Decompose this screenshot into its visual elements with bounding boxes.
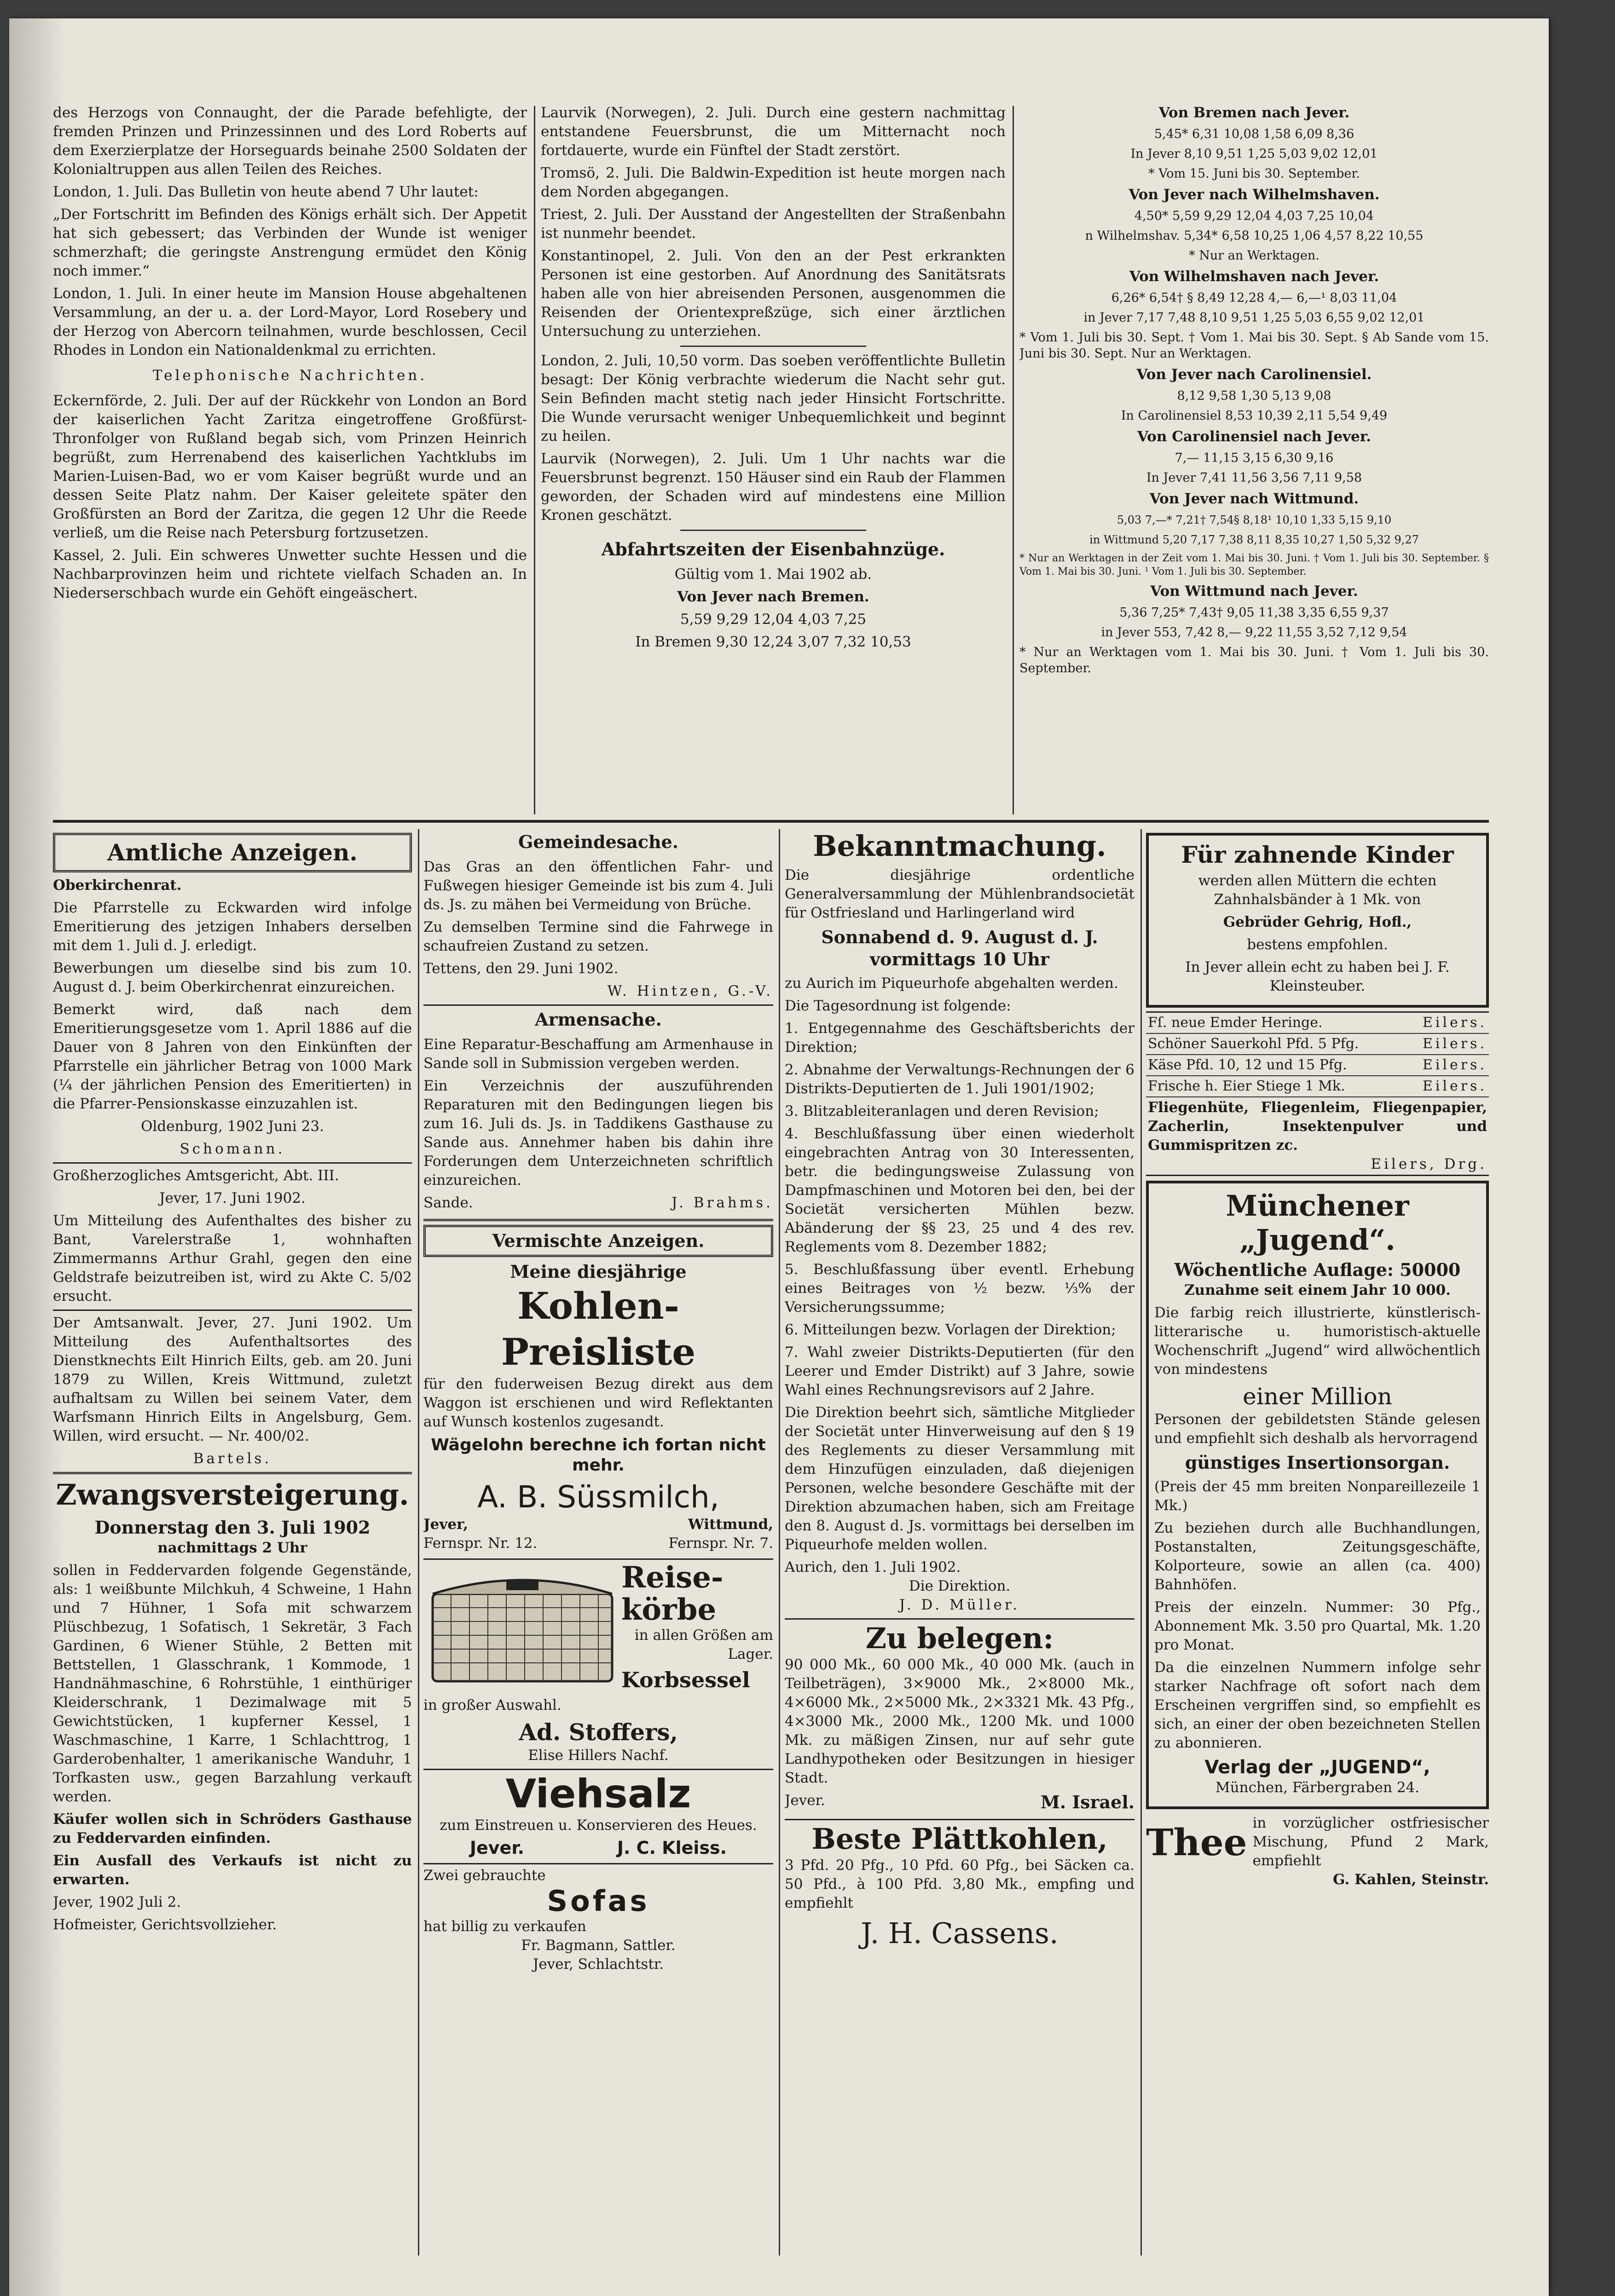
- ad-subfirm: Elise Hillers Nachf.: [528, 1747, 669, 1764]
- notice-text: Bewerbungen um dieselbe sind bis zum 10. August d. J. beim Oberkirchenrat einzureichen.: [53, 960, 412, 995]
- top-left-column: [53, 104, 527, 812]
- timetable-row: in Jever 7,17 7,48 8,10 9,51 1,25 5,03 6,55 9,02 12,01: [1083, 311, 1425, 325]
- ad-firm: Eilers.: [1422, 1036, 1487, 1052]
- ad-headline: Thee: [1146, 1820, 1247, 1864]
- column-divider: [418, 829, 419, 2256]
- ad-headline: Münchener „Jugend“.: [1226, 1189, 1409, 1257]
- ad-firm: M. Israel.: [1040, 1792, 1135, 1812]
- ad-text: 90 000 Mk., 60 000 Mk., 40 000 Mk. (auch in Teilbeträgen), 3×9000 Mk., 2×8000 Mk., 4×6000 Mk., 2×5000 Mk., 2×3321 Mk. 43 Pfg., 4×3000 Mk., 2000 Mk., 1200 Mk. und 1000 Mk. zu mäßigen Zinsen, nur auf sehr gute Landhypotheken oder Besitzungen in hiesiger Stadt.: [785, 1656, 1135, 1786]
- notice-text: Der Amtsanwalt. Jever, 27. Juni 1902. Um Mitteilung des Aufenthaltsortes des Dienstknechts Eilt Hinrich Eilts, geb. am 20. Juni 1879 zu Willen, Kreis Wittmund, zuletzt aufhaltsam zu Willen bei seinem Vater, dem Warfsmann Hinrich Eilts in Angelsburg, Gem. Willen, wird ersucht. — Nr. 400/02.: [53, 1315, 412, 1444]
- agenda-item: 6. Mitteilungen bezw. Vorlagen der Direktion;: [785, 1321, 1116, 1338]
- ad-text: für den fuderweisen Bezug direkt aus dem Waggon ist erschienen und wird Reflektanten auf Wunsch kostenlos zugesandt.: [423, 1376, 773, 1430]
- ad-city: Jever.: [785, 1792, 825, 1809]
- short-rule: [680, 346, 866, 347]
- ad-firm: J. C. Kleiss.: [617, 1838, 727, 1858]
- divider: [423, 1769, 773, 1770]
- agenda-item: 1. Entgegennahme des Geschäftsberichts der Direktion;: [785, 1020, 1135, 1056]
- notice-heading: Großherzogliches Amtsgericht, Abt. III.: [53, 1167, 339, 1184]
- ad-firm: Fr. Bagmann, Sattler.: [521, 1937, 676, 1954]
- eilers-ad-row: [1146, 1013, 1489, 1034]
- ad-text: hat billig zu verkaufen: [423, 1918, 586, 1935]
- agenda-item: 3. Blitzableiteranlagen und deren Revision;: [785, 1103, 1099, 1119]
- timetable-row: 7,— 11,15 3,15 6,30 9,16: [1175, 451, 1334, 465]
- auction-date-line: Jever, 1902 Juli 2.: [53, 1894, 181, 1910]
- divider: [423, 1004, 773, 1006]
- auction-note: Ein Ausfall des Verkaufs ist nicht zu erwarten.: [53, 1852, 412, 1888]
- notice-date: Tettens, den 29. Juni 1902.: [423, 960, 619, 977]
- eilers-ad-row: [1146, 1055, 1489, 1076]
- timetable-row: 5,59 9,29 12,04 4,03 7,25: [680, 611, 867, 628]
- ad-item: Fſ. neue Emder Heringe.: [1148, 1015, 1323, 1031]
- basket-icon: [423, 1562, 621, 1690]
- timetable-row: in Jever 553, 7,42 8,— 9,22 11,55 3,52 7,12 9,54: [1101, 625, 1407, 640]
- ad-text: (Preis der 45 mm breiten Nonpareillezeile 1 Mk.): [1154, 1478, 1481, 1514]
- news-paragraph: London, 1. Juli. Das Bulletin von heute abend 7 Uhr lautet:: [53, 184, 479, 200]
- short-rule: [680, 530, 866, 531]
- ad-column-1: [53, 829, 412, 2265]
- ad-firm: Ad. Stoffers,: [519, 1719, 678, 1746]
- route-heading: Von Jever nach Carolinensiel.: [1136, 366, 1372, 383]
- route-heading: Von Wittmund nach Jever.: [1150, 583, 1358, 600]
- timetable-row: 4,50* 5,59 9,29 12,04 4,03 7,25 10,04: [1134, 209, 1374, 223]
- agenda-item: 7. Wahl zweier Distrikts-Deputierten (für den Leerer und Emder Distrikt) auf 3 Jahre, sowie Wahl eines Rechnungsrevisors auf 2 Jahre.: [785, 1344, 1135, 1398]
- notice-text: Die diesjährige ordentliche Generalversammlung der Mühlenbrandsocietät für Ostfriesland und Harlingerland wird: [785, 867, 1135, 921]
- route-heading: Von Jever nach Wittmund.: [1149, 490, 1359, 507]
- section-heading: Telephonische Nachrichten.: [152, 367, 428, 384]
- ad-headline: körbe: [621, 1592, 717, 1627]
- auction-time: nachmittags 2 Uhr: [157, 1540, 307, 1556]
- divider: [423, 1558, 773, 1560]
- vermischte-header-box: [423, 1225, 773, 1257]
- timetable-row: 5,03 7,—* 7,21† 7,54§ 8,18¹ 10,10 1,33 5,15 9,10: [1117, 513, 1392, 526]
- ad-text: bestens empfohlen.: [1247, 936, 1388, 953]
- ad-item: Schöner Sauerkohl Pfd. 5 Pfg.: [1148, 1036, 1359, 1052]
- ad-firm: Eilers, Drg.: [1371, 1156, 1487, 1172]
- news-paragraph: des Herzogs von Connaught, der die Parade befehligte, der fremden Prinzen und Prinzessinnen und des Lord Roberts auf dem Exerzierplatze der Horseguards beinahe 2500 Soldaten der Kolonialtruppen aus allen Teilen des Reiches.: [53, 104, 527, 178]
- ad-headline: Reise-: [621, 1560, 724, 1595]
- timetable-row: In Jever 7,41 11,56 3,56 7,11 9,58: [1146, 471, 1362, 485]
- amtliche-header-box: [53, 833, 412, 872]
- ad-emphasis: günstiges Insertionsorgan.: [1185, 1452, 1450, 1473]
- ad-text: Die farbig reich illustrierte, künstlerisch-litterarische u. humoristisch-aktuelle Wochenschrift „Jugend“ wird allwöchentlich von mindestens: [1154, 1304, 1481, 1378]
- auction-date: Donnerstag den 3. Juli 1902: [94, 1517, 370, 1538]
- notice-signature: J. D. Müller.: [899, 1597, 1020, 1613]
- ad-column-4: [1146, 829, 1489, 2265]
- section-title: Armensache.: [535, 1009, 662, 1030]
- ad-signature: [423, 1839, 773, 1861]
- ad-signature: [785, 1791, 1135, 1817]
- ad-text: Da die einzelnen Nummern infolge sehr starker Nachfrage oft sofort nach dem Erscheinen vergriffen sind, so empfiehlt es sich, an einer der oben bezeichneten Stellen zu abonnieren.: [1154, 1659, 1481, 1751]
- timetable-row: n Wilhelmshav. 5,34* 6,58 10,25 1,06 4,57 8,22 10,55: [1085, 229, 1424, 243]
- notice-date: Oldenburg, 1902 Juni 23.: [141, 1118, 324, 1135]
- auction-note: Käufer wollen sich in Schröders Gasthause zu Feddervarden einfinden.: [53, 1811, 412, 1846]
- notice-signature: Bartels.: [193, 1450, 272, 1467]
- notice-text: Die Tagesordnung ist folgende:: [785, 998, 1011, 1014]
- notice-text: Zu demselben Termine sind die Fahrwege in schaufreien Zustand zu setzen.: [423, 919, 773, 954]
- timetable-row: 5,45* 6,31 10,08 1,58 6,09 8,36: [1154, 127, 1355, 141]
- ad-text: in großer Auswahl.: [423, 1697, 561, 1713]
- section-title: Vermischte Anzeigen.: [492, 1230, 705, 1251]
- ad-text: zum Einstreuen u. Konservieren des Heues.: [440, 1817, 757, 1834]
- notice-org: Die Direktion.: [909, 1578, 1011, 1594]
- column-divider: [779, 829, 780, 2256]
- divider: [785, 1819, 1135, 1820]
- ad-text: 3 Pfd. 20 Pfg., 10 Pfd. 60 Pfg., bei Säcken ca. 50 Pfd., à 100 Pfd. 3,80 Mk., empfing und empfiehlt: [785, 1857, 1135, 1911]
- agenda-item: 2. Abnahme der Verwaltungs-Rechnungen der 6 Distrikts-Deputierten de 1. Juli 1901/1902;: [785, 1061, 1135, 1097]
- timetable-row: In Bremen 9,30 12,24 3,07 7,32 10,53: [635, 634, 911, 650]
- news-paragraph: Eckernförde, 2. Juli. Der auf der Rückkehr von London an Bord der kaiserlichen Yacht Zaritza eingetroffene Großfürst-Thronfolger von Rußland begab sich, vom Prinzen Heinrich begrüßt, zum Herrenabend des kaiserlichen Yachtklubs im Marien-Luisen-Bad, wo er vom Kaiser begrüßt wurde und an dessen Seite Platz nahm. Der Kaiser geleitete später den Großfürsten an Bord der Zaritza, die gegen 12 Uhr die Reede verließ, um die Reise nach Petersburg fortzusetzen.: [53, 392, 527, 541]
- ad-headline: Sofas: [547, 1884, 650, 1918]
- ad-text: In Jever allein echt zu haben bei J. F. Kleinsteuber.: [1185, 959, 1450, 994]
- auction-title: Zwangsversteigerung.: [56, 1478, 409, 1511]
- timetable-row: 6,26* 6,54† § 8,49 12,28 4,— 6,—¹ 8,03 11,04: [1111, 291, 1397, 305]
- ad-text: in vorzüglicher ostfriesischer Mischung, Pfund 2 Mark, empfiehlt: [1252, 1815, 1489, 1869]
- ad-column-2: [423, 829, 773, 2265]
- timetable-row: In Carolinensiel 8,53 10,39 2,11 5,54 9,49: [1121, 409, 1388, 423]
- agenda-item: 5. Beschlußfassung über eventl. Erhebung eines Beitrages von ½ bezw. ⅓% der Versicherungssumme;: [785, 1261, 1135, 1315]
- news-paragraph: Triest, 2. Juli. Der Ausstand der Angestellten der Straßenbahn ist nunmehr beendet.: [541, 206, 1006, 242]
- notice-text: Die Pfarrstelle zu Eckwarden wird infolge Emeritierung des jetzigen Inhabers derselben mit dem 1. Juli d. J. erledigt.: [53, 900, 412, 954]
- ad-headline: Korbsessel: [621, 1667, 750, 1692]
- divider: [53, 1472, 412, 1474]
- signature-line: [423, 1194, 773, 1216]
- basket-ad: [423, 1562, 773, 1696]
- timetable-note: * Nur an Werktagen vom 1. Mai bis 30. Juni. † Vom 1. Juli bis 30. September.: [1019, 645, 1489, 675]
- notice-text: zu Aurich im Piqueurhofe abgehalten werden.: [785, 975, 1118, 992]
- notice-date: Aurich, den 1. Juli 1902.: [785, 1559, 961, 1575]
- notice-text: Eine Reparatur-Beschaffung am Armenhause in Sande soll in Submission vergeben werden.: [423, 1036, 773, 1072]
- ad-item: Käse Pfd. 10, 12 und 15 Pfg.: [1148, 1057, 1347, 1073]
- auction-signature: Hofmeister, Gerichtsvollzieher.: [53, 1916, 277, 1933]
- notice-place: Sande.: [423, 1194, 473, 1211]
- ad-text: werden allen Müttern die echten Zahnhalsbänder à 1 Mk. von: [1198, 872, 1437, 908]
- ad-headline: Beste Plättkohlen,: [811, 1822, 1108, 1856]
- eilers-ad-row: [1146, 1097, 1489, 1176]
- timetable-title: Abfahrtszeiten der Eisenbahnzüge.: [601, 539, 945, 560]
- ad-item: Fliegenhüte, Fliegenleim, Fliegenpapier, Zacherlin, Insektenpulver und Gummispritzen zc.: [1148, 1099, 1487, 1154]
- timetable-row: In Jever 8,10 9,51 1,25 5,03 9,02 12,01: [1130, 147, 1378, 161]
- notice-signature: Schomann.: [179, 1141, 285, 1157]
- divider: [53, 1162, 412, 1164]
- column-divider: [1140, 829, 1142, 2256]
- route-heading: Von Jever nach Bremen.: [677, 588, 869, 605]
- divider: [423, 1219, 773, 1221]
- ad-locations: [423, 1515, 773, 1557]
- timetable-note: * Nur an Werktagen.: [1189, 248, 1320, 263]
- ad-firm: Gebrüder Gehrig, Hofl.,: [1223, 914, 1412, 930]
- ad-column-3: [785, 829, 1135, 2265]
- ad-phone: Fernspr. Nr. 12.: [423, 1535, 538, 1552]
- notice-text: Bemerkt wird, daß nach dem Emeritierungsgesetze vom 1. April 1886 auf die Dauer von 8 Jahren von den Einkünften der Pfarrstelle ein jährlicher Betrag von 1000 Mark (¼ der jährlichen Pension des Emeritierten) in die Pfarrer-Pensionskasse einzuzahlen ist.: [53, 1001, 412, 1112]
- notice-text: Um Mitteilung des Aufenthaltes des bisher zu Bant, Varelerstraße 1, wohnhaften Zimmermanns Arthur Grahl, gegen den eine Geldstrafe beizutreiben ist, wird zu Akte C. 5/02 ersucht.: [53, 1212, 412, 1304]
- ad-line: Meine diesjährige: [510, 1261, 687, 1282]
- ad-firm: Verlag der „JUGEND“,: [1204, 1757, 1430, 1778]
- route-heading: Von Wilhelmshaven nach Jever.: [1129, 268, 1379, 285]
- ad-emphasis: Wägelohn berechne ich fortan nicht mehr.: [431, 1436, 766, 1475]
- top-middle-column: [541, 104, 1006, 812]
- notice-signature: J. Brahms.: [671, 1194, 773, 1211]
- ad-city: Jever,: [423, 1516, 468, 1533]
- timetable-valid: Gültig vom 1. Mai 1902 ab.: [674, 566, 872, 583]
- ad-emphasis: Zunahme seit einem Jahr 10 000.: [1184, 1282, 1451, 1298]
- section-title: Amtliche Anzeigen.: [107, 839, 358, 866]
- route-heading: Von Carolinensiel nach Jever.: [1137, 428, 1372, 445]
- ad-text: Zwei gebrauchte: [423, 1867, 546, 1884]
- notice-text: Die Direktion beehrt sich, sämtliche Mitglieder der Societät unter Hinverweisung auf den § 19 des Reglements zu dieser Versammlung mit dem Hinzufügen einzuladen, daß diejenigen Personen, welche besondere Geschäfte mit der Direktion abzumachen haben, sich am Freitage den 8. August d. Js. vormittags bei derselben im Piqueurhofe melden wollen.: [785, 1404, 1135, 1553]
- ad-firm: A. B. Süssmilch,: [477, 1479, 719, 1515]
- divider: [423, 1863, 773, 1864]
- notice-text: Ein Verzeichnis der auszuführenden Reparaturen mit den Bedingungen liegen bis zum 16. Juli ds. Js. in Taddikens Gasthause zu Sande aus. Annehmer haben bis dahin ihre Forderungen dem Unterzeichneten schriftlich einzureichen.: [423, 1078, 773, 1188]
- ad-firm: J. H. Cassens.: [861, 1916, 1059, 1950]
- timetable-column: [1019, 104, 1489, 812]
- ad-headline: Kohlen-Preisliste: [501, 1284, 696, 1373]
- meeting-time: vormittags 10 Uhr: [870, 949, 1049, 969]
- news-paragraph: Laurvik (Norwegen), 2. Juli. Durch eine gestern nachmittag entstandene Feuersbrunst, die um Mitternacht noch fortdauerte, wurde ein Fünftel der Stadt zerstört.: [541, 104, 1006, 159]
- timetable-row: 5,36 7,25* 7,43† 9,05 11,38 3,35 6,55 9,37: [1119, 606, 1389, 620]
- newspaper-page: [9, 18, 1549, 2296]
- ad-firm: G. Kahlen, Steinstr.: [1333, 1871, 1489, 1888]
- ad-emphasis: einer Million: [1243, 1383, 1392, 1410]
- ad-headline: Viehsalz: [505, 1771, 691, 1817]
- eilers-ad-row: [1146, 1076, 1489, 1097]
- meeting-date: Sonnabend d. 9. August d. J.: [821, 927, 1098, 947]
- ad-phone: Fernspr. Nr. 7.: [668, 1535, 773, 1552]
- timetable-row: in Wittmund 5,20 7,17 7,38 8,11 8,35 10,27 1,50 5,32 9,27: [1089, 533, 1419, 546]
- route-heading: Von Jever nach Wilhelmshaven.: [1129, 186, 1380, 203]
- notice-signature: W. Hintzen, G.-V.: [607, 983, 773, 999]
- timetable-row: 8,12 9,58 1,30 5,13 9,08: [1177, 389, 1331, 403]
- agenda-item: 4. Beschlußfassung über einen wiederholt eingebrachten Antrag von 30 Interessenten, betr. die bedingungsweise Zulassung von Dampfmaschinen und Motoren bei den, bei der Societät versicherten Mühlen bezw. Abänderung der §§ 23, 25 und 4 des rev. Reglements vom 8. Dezember 1882;: [785, 1125, 1135, 1255]
- ad-text: in allen Größen am Lager.: [634, 1627, 773, 1662]
- column-divider: [1013, 106, 1014, 814]
- divider: [53, 1310, 412, 1311]
- ad-headline: Zu belegen:: [865, 1621, 1054, 1655]
- section-title: Gemeindesache.: [518, 831, 678, 852]
- news-paragraph: Kassel, 2. Juli. Ein schweres Unwetter suchte Hessen und die Nachbarprovinzen heim und richtete vielfach Schaden an. In Niederserschbach wurde ein Gehöft eingeäschert.: [53, 547, 527, 601]
- news-paragraph: London, 2. Juli, 10,50 vorm. Das soeben veröffentlichte Bulletin besagt: Der König verbrachte wiederum die Nacht sehr gut. Sein Befinden macht stetig nach jeder Hinsicht Fortschritte. Die Wunde verursacht weniger Unbequemlichkeit und beginnt zu heilen.: [541, 352, 1006, 444]
- notice-date: Jever, 17. Juni 1902.: [159, 1190, 306, 1206]
- ad-address: München, Färbergraben 24.: [1215, 1779, 1420, 1796]
- eilers-ad-row: [1146, 1034, 1489, 1055]
- ad-address: Jever, Schlachtstr.: [533, 1956, 664, 1973]
- column-divider: [534, 106, 535, 814]
- news-paragraph: London, 1. Juli. In einer heute im Mansion House abgehaltenen Versammlung, an der u. a. der Lord-Mayor, Lord Rosebery und der Herzog von Abercorn teilnahmen, wurde beschlossen, Cecil Rhodes in London ein Nationaldenkmal zu errichten.: [53, 285, 527, 358]
- notice-text: Das Gras an den öffentlichen Fahr- und Fußwegen hiesiger Gemeinde ist bis zum 4. Juli ds. Js. zu mähen bei Vermeidung von Brüche.: [423, 859, 773, 913]
- ad-text: Preis der einzeln. Nummer: 30 Pfg., Abonnement Mk. 3.50 pro Quartal, Mk. 1.20 pro Monat.: [1154, 1599, 1481, 1653]
- notice-heading: Oberkirchenrat.: [53, 877, 182, 894]
- ad-emphasis: Wöchentliche Auflage: 50000: [1174, 1259, 1461, 1280]
- jugend-ad: [1146, 1181, 1489, 1809]
- timetable-note: * Vom 1. Juli bis 30. Sept. † Vom 1. Mai bis 30. Sept. § Ab Sande vom 15. Juni bis 30. Sept. Nur an Werktagen.: [1019, 330, 1489, 361]
- news-paragraph: „Der Fortschritt im Befinden des Königs erhält sich. Der Appetit hat sich gebessert; das Verbinden der Wunde ist weniger schmerzhaft; die geringste Anstrengung ermüdet den König noch immer.“: [53, 206, 527, 279]
- section-rule: [53, 820, 1489, 823]
- timetable-note: * Nur an Werktagen in der Zeit vom 1. Mai bis 30. Juni. † Vom 1. Juli bis 30. September. § Vom 1. Mai bis 30. Juni. ¹ Vom 1. Juli bis 30. September.: [1019, 553, 1489, 577]
- news-paragraph: Laurvik (Norwegen), 2. Juli. Um 1 Uhr nachts war die Feuersbrunst begrenzt. 150 Häuser sind ein Raub der Flammen geworden, der Schaden wird auf mindestens eine Million Kronen geschätzt.: [541, 450, 1006, 524]
- thee-ad: [1146, 1814, 1489, 1870]
- ad-firm: Eilers.: [1422, 1057, 1487, 1073]
- section-title: Bekanntmachung.: [813, 829, 1106, 863]
- ad-firm: Eilers.: [1422, 1015, 1487, 1031]
- news-paragraph: Tromsö, 2. Juli. Die Baldwin-Expedition ist heute morgen nach dem Norden abgegangen.: [541, 165, 1006, 200]
- ad-city: Wittmund,: [688, 1516, 773, 1533]
- route-heading: Von Bremen nach Jever.: [1158, 104, 1350, 121]
- divider: [785, 1618, 1135, 1620]
- ad-text: Personen der gebildetsten Stände gelesen und empfiehlt sich deshalb als hervorragend: [1154, 1411, 1481, 1447]
- ad-firm: Eilers.: [1422, 1078, 1487, 1094]
- timetable-note: * Vom 15. Juni bis 30. September.: [1148, 167, 1360, 181]
- ad-headline: Für zahnende Kinder: [1181, 841, 1454, 868]
- news-paragraph: Konstantinopel, 2. Juli. Von den an der Pest erkrankten Personen ist eine gestorben. Auf Anordnung des Sanitätsrats haben alle von hier abreisenden Personen, ausgenommen die Reisenden der Orientexpreßzüge, sich einer ärztlichen Untersuchung zu unterziehen.: [541, 248, 1006, 340]
- zahnende-kinder-ad: [1146, 833, 1489, 1008]
- ad-text: Zu beziehen durch alle Buchhandlungen, Postanstalten, Zeitungsgeschäfte, Kolporteure, sowie an allen (ca. 400) Bahnhöfen.: [1154, 1520, 1481, 1593]
- ad-item: Frische h. Eier Stiege 1 Mk.: [1148, 1078, 1345, 1094]
- ad-city: Jever.: [469, 1838, 525, 1858]
- auction-text: sollen in Feddervarden folgende Gegenstände, als: 1 weißbunte Milchkuh, 4 Schweine, 1 Hahn und 7 Hühner, 1 Sofa mit schwarzem Plüschbezug, 1 Sofatisch, 1 Sekretär, 3 Fach Gardinen, 6 Wiener Stühle, 2 Betten mit Bettstellen, 1 Glasschrank, 1 Kommode, 1 Handnähmaschine, 6 Rohrstühle, 1 einthüriger Kleiderschrank, 1 Dezimalwage mit 5 Gewichtstücken, 1 kupferner Kessel, 1 Waschmaschine, 1 Karre, 1 Schlachttrog, 1 Garderobenhalter, 1 amerikanische Wanduhr, 1 Torfkasten usw., gegen Barzahlung verkauft werden.: [53, 1562, 412, 1805]
